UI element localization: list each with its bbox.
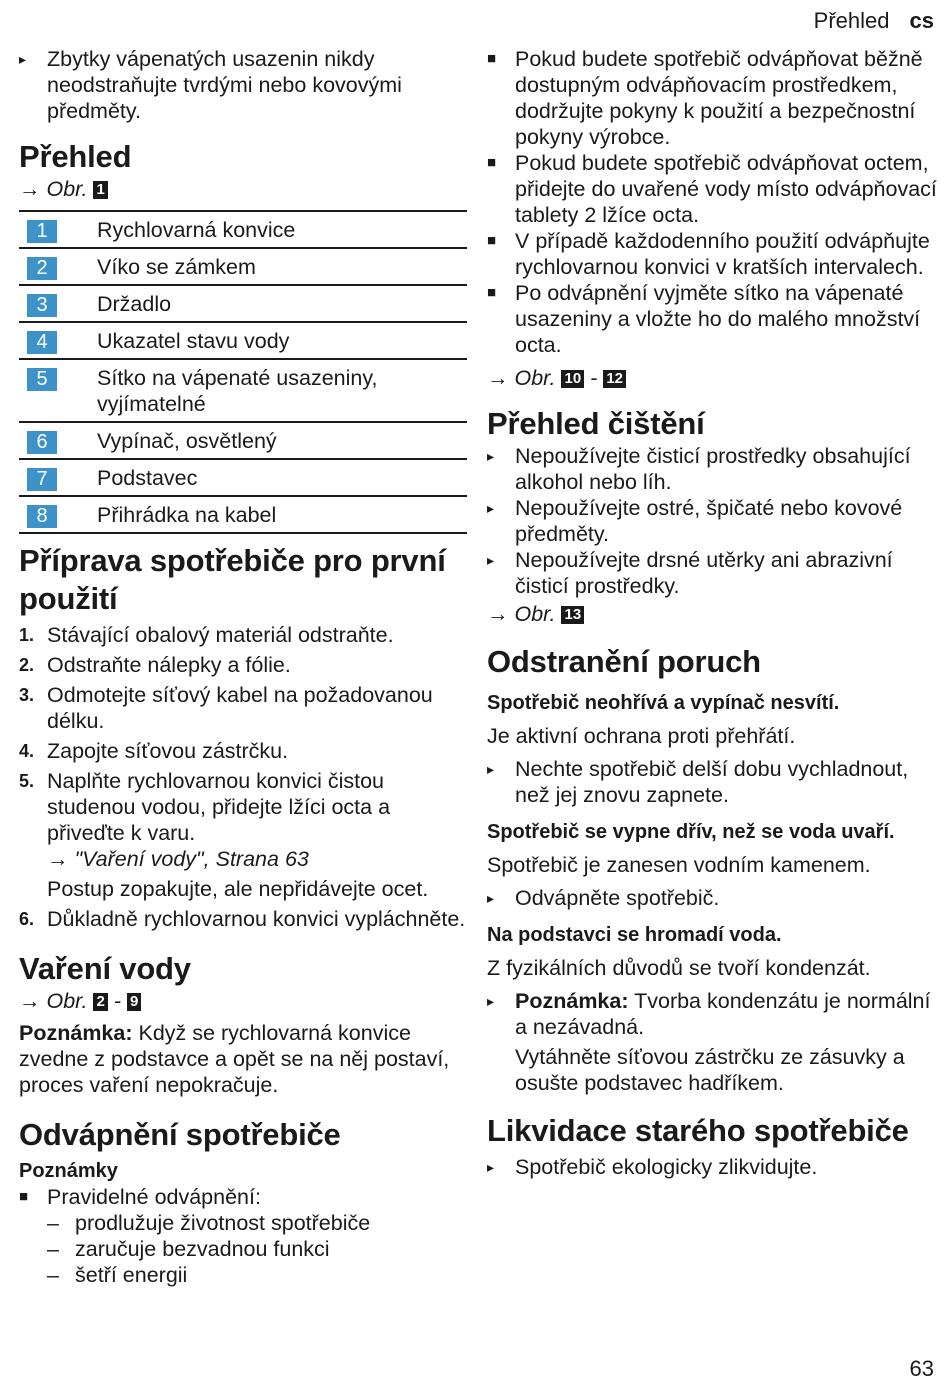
table-row — [19, 286, 467, 323]
triangle-bullet-icon: ▸ — [487, 761, 495, 777]
triangle-bullet-icon: ▸ — [487, 890, 495, 906]
table-row — [19, 249, 467, 286]
square-bullet-icon: ■ — [487, 284, 497, 301]
triangle-bullet-icon: ▸ — [487, 993, 495, 1009]
part-label: Podstavec — [97, 466, 198, 490]
part-number-badge: 1 — [27, 220, 57, 243]
list-item: ■ Pokud budete spotřebič odvápňovat octem, přidejte do uvařené vody místo odvápňovací tablety 2 lžíce octa. — [487, 151, 937, 227]
part-number-badge: 4 — [27, 331, 57, 354]
fault-cause: Spotřebič je zanesen vodním kamenem. — [487, 853, 871, 877]
list-item: ▸ Nepoužívejte drsné utěrky ani abrazivní čisticí prostředky. — [487, 548, 893, 598]
prep-steps — [19, 622, 467, 932]
boiling-note: Poznámka: Když se rychlovarná konvice zvedne z podstavce a opět se na něj postaví, proces vaření nepokračuje. — [19, 1021, 450, 1097]
part-label: Víko se zámkem — [97, 255, 256, 279]
figure-badge: 9 — [127, 993, 141, 1011]
list-item: 6. Důkladně rychlovarnou konvici vypláchněte. — [19, 907, 466, 931]
list-item: – prodlužuje životnost spotřebiče — [47, 1211, 371, 1235]
list-item: – zaručuje bezvadnou funkci — [47, 1237, 330, 1261]
overview-title: Přehled — [19, 139, 132, 174]
table-row — [19, 360, 467, 423]
part-label: Přihrádka na kabel — [97, 503, 277, 527]
step5-cross-reference[interactable]: → "Vaření vody", Strana 63 — [47, 847, 309, 871]
boiling-figure-ref: → Obr. 2 - 9 — [19, 988, 467, 1014]
list-item: ■ V případě každodenního použití odvápňujte rychlovarnou konvici v kratších intervalech. — [487, 229, 930, 279]
list-item: ■ Pokud budete spotřebič odvápňovat běžně dostupným odvápňovacím prostředkem, dodržujte pokyny k použití a bezpečnostní pokyny výrobce. — [487, 47, 923, 149]
list-item: 3. Odmotejte síťový kabel na požadovanou délku. — [19, 683, 433, 733]
square-bullet-icon: ■ — [487, 50, 497, 67]
right-column — [487, 46, 937, 1180]
list-item: ▸ Odvápněte spotřebič. — [487, 886, 720, 910]
disposal-title: Likvidace starého spotřebiče — [487, 1113, 909, 1148]
cleaning-title: Přehled čištění — [487, 406, 705, 441]
table-row — [19, 323, 467, 360]
part-number-badge: 3 — [27, 294, 57, 317]
part-label: Sítko na vápenaté usazeniny, vyjímatelné — [97, 366, 378, 416]
list-item: 4. Zapojte síťovou zástrčku. — [19, 739, 289, 763]
table-row — [19, 212, 467, 249]
triangle-bullet-icon: ▸ — [487, 500, 495, 516]
cleaning-figure-ref: → Obr. 13 — [487, 601, 937, 627]
triangle-bullet-icon: ▸ — [487, 448, 495, 464]
descale-figure-ref: → Obr. 10 - 12 — [487, 365, 937, 391]
part-label: Vypínač, osvětlený — [97, 429, 277, 453]
fault-heading: Spotřebič se vypne dřív, než se voda uvaří. — [487, 821, 895, 843]
part-number-badge: 8 — [27, 505, 57, 528]
part-label: Ukazatel stavu vody — [97, 329, 290, 353]
intro-bullet: ▸ Zbytky vápenatých usazenin nikdy neodstraňujte tvrdými nebo kovovými předměty. — [19, 47, 402, 123]
figure-badge: 2 — [93, 993, 107, 1011]
list-item: ■ Po odvápnění vyjměte sítko na vápenaté usazeniny a vložte ho do malého množství octa. — [487, 281, 921, 357]
table-row — [19, 423, 467, 460]
list-item: ▸ Nepoužívejte čisticí prostředky obsahující alkohol nebo líh. — [487, 444, 911, 494]
part-number-badge: 6 — [27, 431, 57, 454]
list-item: – šetří energii — [47, 1263, 188, 1287]
boiling-title: Vaření vody — [19, 951, 191, 986]
left-column — [19, 46, 467, 1288]
list-item: ▸ Poznámka: Tvorba kondenzátu je normální a nezávadná. — [487, 989, 931, 1039]
list-item: ▸ Nepoužívejte ostré, špičaté nebo kovové předměty. — [487, 496, 903, 546]
list-item: ▸ Spotřebič ekologicky zlikvidujte. — [487, 1155, 818, 1179]
figure-badge: 13 — [561, 606, 584, 624]
header-section: Přehled — [813, 8, 890, 33]
running-header — [814, 8, 934, 34]
square-bullet-icon: ■ — [19, 1188, 29, 1205]
list-item: 5. Naplňte rychlovarnou konvici čistou studenou vodou, přidejte lžíci octa a přiveďte k varu. — [19, 769, 391, 845]
fault-cause: Z fyzikálních důvodů se tvoří kondenzát. — [487, 956, 871, 980]
fault-heading: Spotřebič neohřívá a vypínač nesvítí. — [487, 692, 840, 714]
parts-table — [19, 210, 467, 534]
figure-badge: 1 — [93, 181, 107, 199]
list-item: 2. Odstraňte nálepky a fólie. — [19, 653, 291, 677]
descale-title: Odvápnění spotřebiče — [19, 1117, 341, 1152]
triangle-bullet-icon: ▸ — [19, 51, 27, 67]
faults-title: Odstranění poruch — [487, 644, 761, 679]
part-number-badge: 2 — [27, 257, 57, 280]
list-item: 1. Stávající obalový materiál odstraňte. — [19, 623, 394, 647]
page-number: 63 — [909, 1356, 934, 1381]
figure-badge: 12 — [603, 370, 626, 388]
table-row — [19, 497, 467, 534]
prep-title: Příprava spotřebiče pro první použití — [19, 543, 446, 616]
fault-cause: Je aktivní ochrana proti přehřátí. — [487, 724, 796, 748]
figure-badge: 10 — [561, 370, 584, 388]
list-item: ■ Pravidelné odvápnění: — [19, 1185, 261, 1209]
header-lang: cs — [909, 8, 934, 33]
table-row — [19, 460, 467, 497]
square-bullet-icon: ■ — [487, 154, 497, 171]
list-item: ▸ Nechte spotřebič delší dobu vychladnout, než jej znovu zapnete. — [487, 757, 909, 807]
part-number-badge: 5 — [27, 368, 57, 391]
fault-extra: Vytáhněte síťovou zástrčku ze zásuvky a osušte podstavec hadříkem. — [515, 1045, 905, 1095]
square-bullet-icon: ■ — [487, 232, 497, 249]
triangle-bullet-icon: ▸ — [487, 552, 495, 568]
part-label: Držadlo — [97, 292, 172, 316]
triangle-bullet-icon: ▸ — [487, 1159, 495, 1175]
overview-figure-ref: → Obr. 1 — [19, 176, 467, 202]
descale-notes-heading: Poznámky — [19, 1160, 118, 1182]
part-number-badge: 7 — [27, 468, 57, 491]
part-label: Rychlovarná konvice — [97, 218, 296, 242]
fault-heading: Na podstavci se hromadí voda. — [487, 924, 782, 946]
step5-note: Postup zopakujte, ale nepřidávejte ocet. — [47, 877, 429, 901]
